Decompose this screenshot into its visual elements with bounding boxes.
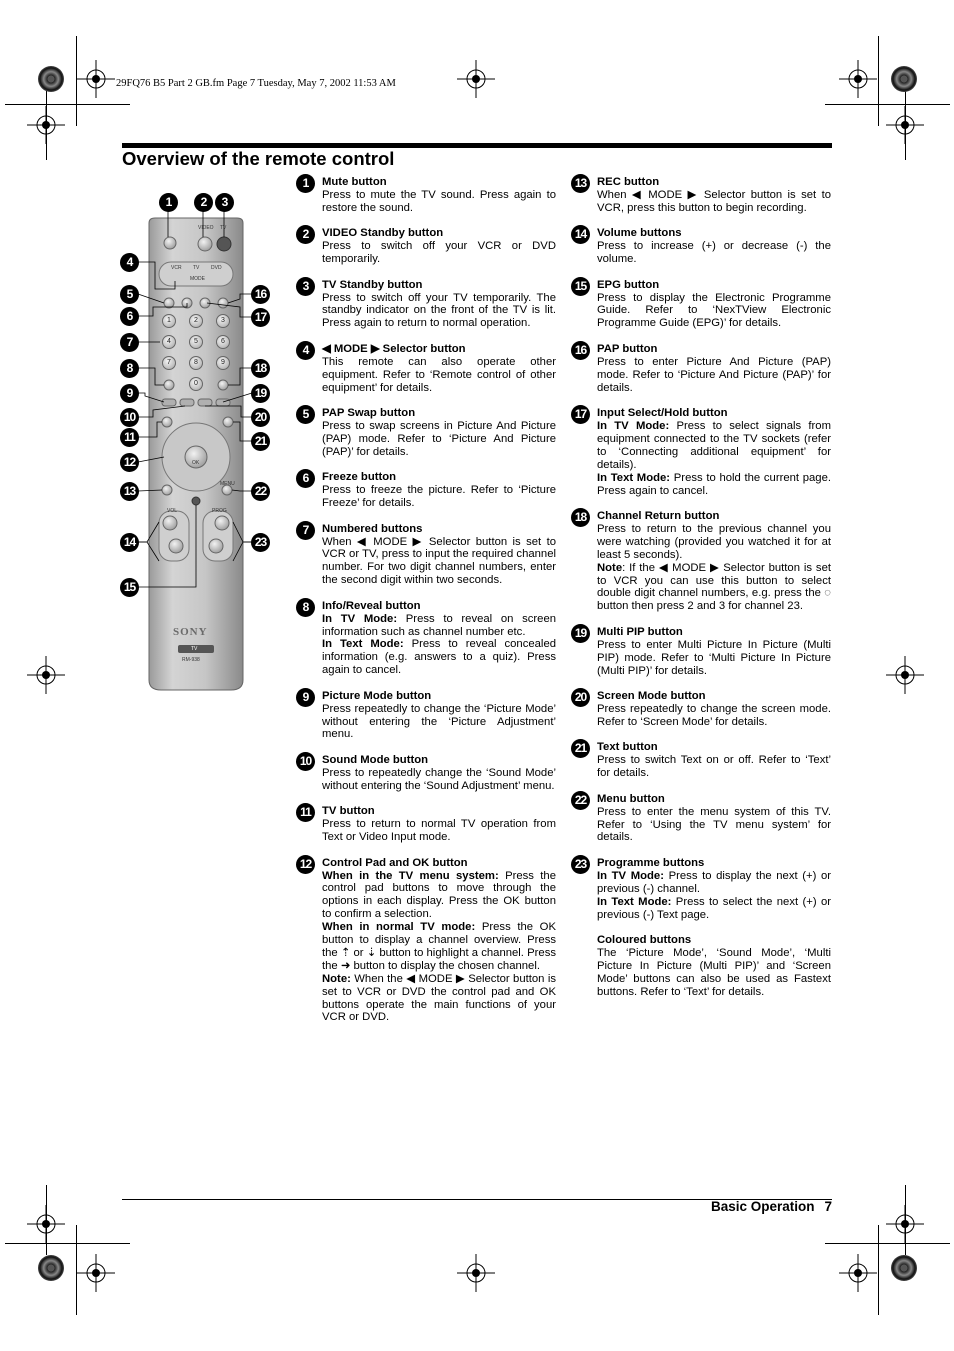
item-text-body: Press to select the next (+) or previous (-) Text page. [597,895,831,921]
registration-mark-icon [27,656,65,694]
item-title: Numbered buttons [322,522,423,535]
item-text-label: Note [597,561,623,574]
remote-callout-badge: 11 [120,428,139,447]
item-text [322,484,556,510]
registration-mark-icon [27,106,65,144]
item-text [597,523,831,562]
item-number-badge: 9 [296,688,315,707]
description-item [296,407,556,459]
item-text-label: In TV Mode: [597,869,664,882]
item-number-badge: 1 [296,174,315,193]
item-text [322,240,556,266]
model-label: RM-938 [182,657,200,663]
remote-callout-badge: 2 [194,193,213,212]
item-text [597,896,831,922]
item-text-body: Press to enter Picture And Picture (PAP) mode. Refer to ‘Picture And Picture (PAP)’ for details. [597,355,831,394]
remote-callout-badge: 5 [120,285,139,304]
item-number-badge: 13 [571,174,590,193]
item-text [322,189,556,215]
remote-callouts [115,185,275,700]
description-item [296,176,556,215]
registration-mark-icon [77,60,115,98]
item-title: VIDEO Standby button [322,227,444,240]
coloured-buttons-section [571,934,831,999]
item-title: Screen Mode button [597,690,706,703]
remote-callout-badge: 19 [251,384,270,403]
color-bar-seal-icon [38,66,64,92]
description-item [296,279,556,331]
item-text-body: Press to repeatedly change the ‘Sound Mode’ without entering the ‘Sound Adjustment’ menu. [322,766,556,792]
remote-callout-badge: 10 [120,408,139,427]
item-title: TV button [322,805,375,818]
item-text-label: In Text Mode: [322,638,404,651]
remote-callout-badge: 9 [120,384,139,403]
remote-callout-badge: 8 [120,359,139,378]
remote-callout-badge: 23 [251,533,270,552]
item-text [597,292,831,331]
item-text-label: In TV Mode: [322,612,398,625]
description-item [571,741,831,780]
item-number-badge: 14 [571,225,590,244]
description-column-right [571,174,831,999]
digit-button: 3 [216,314,230,328]
remote-callout-badge: 12 [120,453,139,472]
item-title: Channel Return button [597,510,720,522]
crop-mark [878,1225,879,1315]
item-number-badge: 12 [296,855,315,874]
item-number-badge: 23 [571,855,590,874]
item-number-badge: 19 [571,624,590,643]
item-text-body: : If the ◀ MODE ▶ Selector button is set to VCR you can use this button to select double digit channel numbers, e.g. press the ◌ button then press 2 and 3 for channel 23. [597,561,831,613]
item-title: PAP button [597,342,658,355]
item-text-body: Press to hold the current page. Press again to cancel. [597,471,832,497]
item-text-label: In Text Mode: [597,471,671,484]
registration-mark-icon [886,656,924,694]
description-item [571,343,831,395]
page-footer [711,1199,832,1214]
item-text-body: Press to switch off your TV temporarily. The standby indicator on the front of the TV is lit. Press again to return to normal operation. [322,291,556,330]
registration-mark-icon [27,1205,65,1243]
item-text [597,420,831,472]
item-text [597,240,831,266]
description-item [571,793,831,845]
item-text [322,638,556,677]
item-text-body: Press to switch Text on or off. Refer to ‘Text’ for details. [597,754,831,780]
item-text [597,806,831,845]
file-info: 29FQ76 B5 Part 2 GB.fm Page 7 Tuesday, May 7, 2002 11:53 AM [116,78,396,89]
item-text [597,870,831,896]
crop-mark [5,1243,130,1244]
item-text-body: When ◀ MODE ▶ Selector button is set to VCR, press this button to begin recording. [597,188,831,214]
item-text-body: Press the control pad buttons to move through the options in each display. Press the OK button to confirm a selection. [322,869,556,921]
item-text-body: Press to display the Electronic Programme Guide. Refer to ‘NexTView Electronic Programme Guide (EPG)’ for details. [597,291,831,330]
item-text [322,870,556,922]
brand-logo: SONY [173,626,208,638]
digit-button: 7 [162,356,176,370]
item-text-body: Press to display the next (+) or previous (-) channel. [597,869,832,895]
mode-label: MODE [190,276,205,282]
description-item [571,510,831,613]
menu-label: MENU [220,481,235,487]
item-title: Picture Mode button [322,689,432,702]
description-item [571,857,831,922]
registration-mark-icon [457,1254,495,1292]
item-title: Text button [597,741,658,754]
description-item [571,407,831,497]
registration-mark-icon [886,1205,924,1243]
item-text [322,613,556,639]
item-text-body: Press to freeze the picture. Refer to ‘Picture Freeze’ for details. [322,484,556,510]
item-title: EPG button [597,278,660,291]
ok-label: OK [192,460,200,466]
item-number-badge: 21 [571,739,590,758]
item-text [597,754,831,780]
crop-mark [878,36,879,126]
item-text-body: Press to reveal concealed information (e.g. answers to a quiz). Press again to cancel. [322,638,557,677]
item-text-body: Press to swap screens in Picture And Picture (PAP) mode. Refer to ‘Picture And Picture (PAP)’ for details. [322,419,556,458]
remote-callout-badge: 15 [120,578,139,597]
item-text [322,536,556,588]
item-text-body: Press repeatedly to change the ‘Picture Mode’ without entering the ‘Picture Adjustment’ menu. [322,702,556,741]
description-column-left [296,174,556,1037]
crop-mark [825,1243,950,1244]
remote-callout-badge: 7 [120,333,139,352]
item-text-label: In Text Mode: [597,895,672,908]
item-text-label: In TV Mode: [597,419,670,432]
item-text-body: Press to increase (+) or decrease (-) the volume. [597,240,831,266]
registration-mark-icon [886,106,924,144]
registration-mark-icon [457,60,495,98]
item-text-body: Press to enter Multi Picture In Picture (Multi PIP) mode. Refer to ‘Multi Picture In Picture (Multi PIP)’ for details. [597,638,831,677]
item-number-badge: 16 [571,341,590,360]
digit-button: 4 [162,335,176,349]
vol-label: VOL [167,508,178,514]
digit-button: 0 [189,377,203,391]
item-text-body: This remote can also operate other equipment. Refer to ‘Remote control of other equipment’ for details. [322,355,556,394]
item-text-body: Press repeatedly to change the screen mode. Refer to ‘Screen Mode’ for details. [597,702,831,728]
registration-mark-icon [839,1254,877,1292]
description-item [571,176,831,215]
coloured-buttons-text: The ‘Picture Mode’, ‘Sound Mode’, ‘Multi Picture In Picture (Multi PIP)’ and ‘Screen Mode’ buttons can also be used as Fastext buttons. Refer to ‘Text’ for details. [597,946,831,998]
color-bar-seal-icon [891,1255,917,1281]
item-number-badge: 20 [571,688,590,707]
item-text [322,703,556,742]
remote-callout-badge: 18 [251,359,270,378]
mode-option-dvd: DVD [211,265,222,271]
item-text [597,703,831,729]
description-item [296,600,556,677]
digit-button: 8 [189,356,203,370]
item-title: Volume buttons [597,227,682,240]
item-number-badge: 7 [296,521,315,540]
item-title: Programme buttons [597,856,705,869]
item-title: PAP Swap button [322,407,416,420]
digit-button: 9 [216,356,230,370]
crop-mark [5,104,130,105]
item-text-body: Press to return to the previous channel you were watching (provided you watched it for at least 5 seconds). [597,522,831,561]
item-text [322,292,556,331]
item-text-body: Press to mute the TV sound. Press again to restore the sound. [322,188,556,214]
remote-callout-badge: 22 [251,482,270,501]
item-text-body: Press to select signals from equipment connected to the TV sockets (refer to ‘Connecting additional equipment’ for details). [597,419,831,471]
remote-callout-badge: 17 [251,308,270,327]
description-item [296,523,556,588]
description-item [296,805,556,844]
item-title: TV Standby button [322,278,423,291]
remote-callout-badge: 16 [251,285,270,304]
item-text-body: When the ◀ MODE ▶ Selector button is set to VCR or DVD the control pad and OK buttons operate the main functions of your VCR or DVD. [322,972,556,1024]
item-title: Menu button [597,792,665,805]
item-text-body: Press to switch off your VCR or DVD temporarily. [322,240,556,266]
item-number-badge: 15 [571,277,590,296]
remote-callout-badge: 6 [120,307,139,326]
item-number-badge: 3 [296,277,315,296]
item-title: Info/Reveal button [322,599,421,612]
page-number: 7 [824,1199,832,1214]
description-item [571,227,831,266]
item-number-badge: 17 [571,405,590,424]
description-item [571,279,831,331]
item-text-body: Press to reveal on screen information such as channel number etc. [322,612,557,638]
digit-button: 6 [216,335,230,349]
item-number-badge: 8 [296,598,315,617]
remote-callout-badge: 1 [159,193,178,212]
item-number-badge: 6 [296,469,315,488]
remote-callout-badge: 21 [251,432,270,451]
mode-option-vcr: VCR [171,265,182,271]
item-number-badge: 5 [296,405,315,424]
description-item [296,227,556,266]
digit-button: 2 [189,314,203,328]
item-text-body: When ◀ MODE ▶ Selector button is set to VCR or TV, press to input the required channel number. For two digit channel numbers, enter the second digit within two seconds. [322,535,556,587]
item-number-badge: 10 [296,752,315,771]
item-text [322,818,556,844]
remote-callout-badge: 14 [120,533,139,552]
item-text-body: Press to return to normal TV operation from Text or Video Input mode. [322,818,556,844]
registration-mark-icon [839,60,877,98]
item-number-badge: 2 [296,225,315,244]
item-number-badge: 4 [296,341,315,360]
item-title: Mute button [322,176,387,188]
description-item [296,343,556,395]
item-text-label: When in normal TV mode: [322,921,476,934]
mode-option-tv: TV [193,265,200,271]
color-bar-seal-icon [38,1255,64,1281]
crop-mark [825,104,950,105]
item-text [322,420,556,459]
remote-callout-badge: 13 [120,482,139,501]
item-title: Input Select/Hold button [597,407,728,420]
coloured-buttons-title: Coloured buttons [597,934,692,947]
item-number-badge: 11 [296,803,315,822]
remote-callout-badge: 3 [215,193,234,212]
color-bar-seal-icon [891,66,917,92]
page-title: Overview of the remote control [122,148,395,169]
item-title: Sound Mode button [322,753,429,766]
digit-button: 5 [189,335,203,349]
item-text [322,356,556,395]
video-label: VIDEO [198,225,214,231]
prog-label: PROG [212,508,227,514]
description-item [296,690,556,742]
description-item [571,690,831,729]
item-text [597,189,831,215]
item-text-label: When in the TV menu system: [322,869,499,882]
description-item [296,471,556,510]
footer-section: Basic Operation [710,1199,815,1214]
item-text-body: Press the OK button to display a channel overview. Press the ⇡ or ⇣ button to highlight a channel. Press the ➜ button to display the chosen channel. [322,921,556,972]
tv-top-label: TV [220,225,227,231]
item-text [322,921,556,973]
item-title: Control Pad and OK button [322,856,468,869]
tv-badge-label: TV [191,646,198,652]
item-number-badge: 18 [571,508,590,527]
item-text [322,767,556,793]
item-title: REC button [597,176,660,188]
item-title: Multi PIP button [597,625,683,638]
item-text [597,562,831,614]
description-item [296,754,556,793]
digit-button: 1 [162,314,176,328]
remote-illustration [115,185,275,700]
remote-callout-badge: 20 [251,408,270,427]
item-title: ◀ MODE ▶ Selector button [322,342,466,355]
item-text [597,356,831,395]
description-item [296,857,556,1025]
item-text-label: Note: [322,972,351,985]
item-text-body: Press to enter the menu system of this TV. Refer to ‘Using the TV menu system’ for details. [597,805,831,844]
item-number-badge: 22 [571,791,590,810]
description-item [571,626,831,678]
registration-mark-icon [77,1254,115,1292]
item-text [597,639,831,678]
item-text [597,472,831,498]
item-text [322,973,556,1025]
item-title: Freeze button [322,471,397,484]
remote-callout-badge: 4 [120,253,139,272]
